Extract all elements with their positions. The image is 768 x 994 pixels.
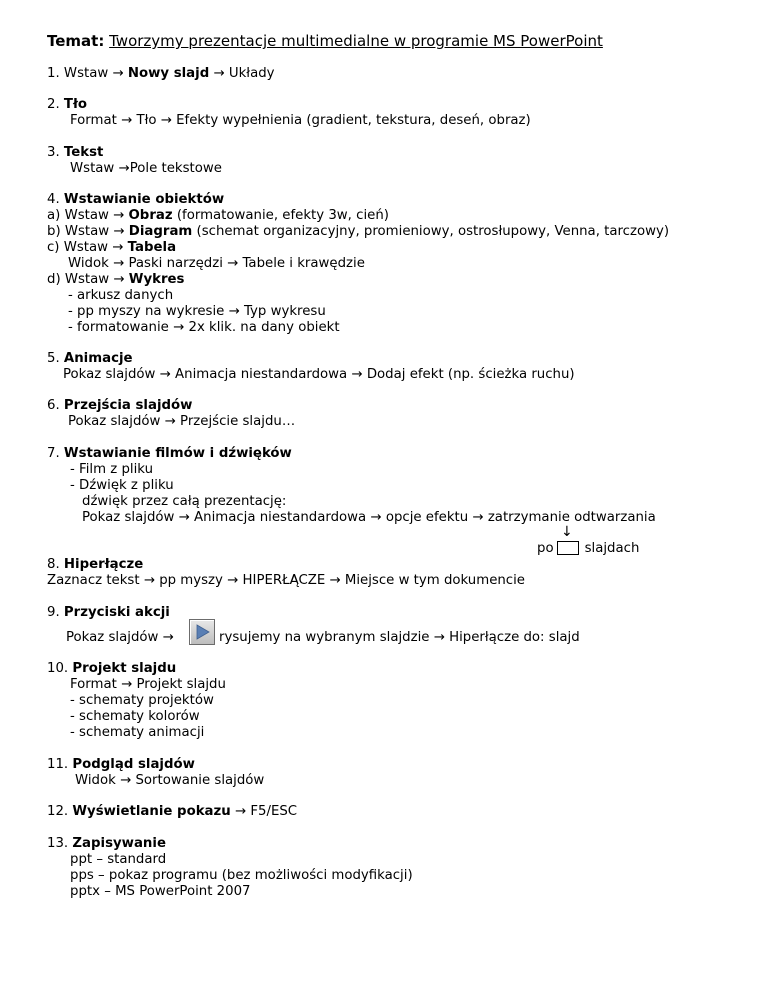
section-2-heading: 2. Tło [47, 97, 88, 112]
page-title [47, 33, 603, 49]
arrow-icon: → [113, 208, 125, 223]
section-6-heading: 6. Przejścia slajdów [47, 398, 193, 413]
arrow-icon: → [143, 573, 155, 588]
arrow-icon: → [121, 677, 133, 692]
arrow-icon: → [227, 573, 239, 588]
arrow-icon: → [227, 256, 239, 271]
section-10-item: - schematy animacji [70, 725, 205, 740]
arrow-icon: → [118, 161, 130, 176]
down-arrow-icon: ↓ [561, 524, 573, 540]
section-4-d-item: - pp myszy na wykresie → Typ wykresu [68, 304, 326, 319]
arrow-icon: → [228, 304, 240, 319]
section-8-line: Zaznacz tekst → pp myszy → HIPERŁĄCZE → Miejsce w tym dokumencie [47, 573, 525, 588]
section-13-item: pptx – MS PowerPoint 2007 [70, 884, 251, 899]
title-label: Temat: [47, 32, 105, 50]
section-4-d-item: - arkusz danych [68, 288, 174, 303]
section-3-line: Wstaw →Pole tekstowe [70, 161, 222, 176]
arrow-icon: → [329, 573, 341, 588]
section-13-heading: 13. Zapisywanie [47, 836, 166, 851]
arrow-icon: → [351, 367, 363, 382]
arrow-icon: → [162, 630, 174, 645]
section-9-post: rysujemy na wybranym slajdzie → Hiperłącze do: slajd [219, 630, 580, 645]
arrow-icon: → [112, 66, 124, 81]
arrow-icon: → [213, 66, 225, 81]
section-8-heading: 8. Hiperłącze [47, 557, 144, 572]
section-10-line: Format → Projekt slajdu [70, 677, 226, 692]
slide-count-box [557, 541, 579, 555]
section-4-a: a) Wstaw → Obraz (formatowanie, efekty 3w, cień) [47, 208, 389, 223]
section-7-path: Pokaz slajdów → Animacja niestandardowa → opcje efektu → zatrzymanie odtwarzania [82, 510, 656, 525]
section-7-heading: 7. Wstawianie filmów i dźwięków [47, 446, 292, 461]
arrow-icon: → [234, 804, 247, 819]
section-7-item: - Dźwięk z pliku [70, 478, 174, 493]
title-text: Tworzymy prezentacje multimedialne w programie MS PowerPoint [109, 32, 603, 50]
arrow-icon: → [159, 367, 171, 382]
arrow-icon: → [433, 630, 445, 645]
section-10-item: - schematy projektów [70, 693, 214, 708]
arrow-icon: → [120, 773, 132, 788]
arrow-icon: → [112, 240, 124, 255]
section-12: 12. Wyświetlanie pokazu → F5/ESC [47, 804, 298, 819]
section-5-heading: 5. Animacje [47, 351, 133, 366]
arrow-icon: → [160, 113, 172, 128]
section-11-heading: 11. Podgląd slajdów [47, 757, 195, 772]
section-13-item: ppt – standard [70, 852, 167, 867]
arrow-icon: → [113, 224, 125, 239]
section-7-item: - Film z pliku [70, 462, 154, 477]
section-1: 1. Wstaw → Nowy slajd → Układy [47, 66, 275, 81]
section-10-item: - schematy kolorów [70, 709, 200, 724]
arrow-icon: → [472, 510, 484, 525]
section-3-heading: 3. Tekst [47, 145, 104, 160]
section-13-item: pps – pokaz programu (bez możliwości modyfikacji) [70, 868, 413, 883]
section-11-line: Widok → Sortowanie slajdów [75, 773, 265, 788]
section-4-c-sub: Widok → Paski narzędzi → Tabele i krawędzie [68, 256, 365, 271]
arrow-icon: → [113, 256, 125, 271]
section-6-line: Pokaz slajdów → Przejście slajdu… [68, 414, 296, 429]
section-2-line: Format → Tło → Efekty wypełnienia (gradient, tekstura, deseń, obraz) [70, 113, 531, 128]
arrow-icon: → [113, 272, 125, 287]
arrow-icon: → [121, 113, 133, 128]
section-9-heading: 9. Przyciski akcji [47, 605, 170, 620]
play-action-button-icon [189, 619, 215, 645]
section-4-c: c) Wstaw → Tabela [47, 240, 177, 255]
arrow-icon: → [164, 414, 176, 429]
section-5-line: Pokaz slajdów → Animacja niestandardowa → Dodaj efekt (np. ścieżka ruchu) [63, 367, 575, 382]
section-7-po-slajdach: po slajdach [537, 541, 640, 556]
section-10-heading: 10. Projekt slajdu [47, 661, 177, 676]
arrow-icon: → [178, 510, 190, 525]
section-9-pre: Pokaz slajdów → [66, 630, 174, 645]
section-4-d: d) Wstaw → Wykres [47, 272, 185, 287]
arrow-icon: → [370, 510, 382, 525]
arrow-icon: → [173, 320, 185, 335]
section-4-d-item: - formatowanie → 2x klik. na dany obiekt [68, 320, 340, 335]
section-4-b: b) Wstaw → Diagram (schemat organizacyjny, promieniowy, ostrosłupowy, Venna, tarczowy) [47, 224, 670, 239]
section-4-heading: 4. Wstawianie obiektów [47, 192, 225, 207]
section-7-item: dźwięk przez całą prezentację: [82, 494, 287, 509]
